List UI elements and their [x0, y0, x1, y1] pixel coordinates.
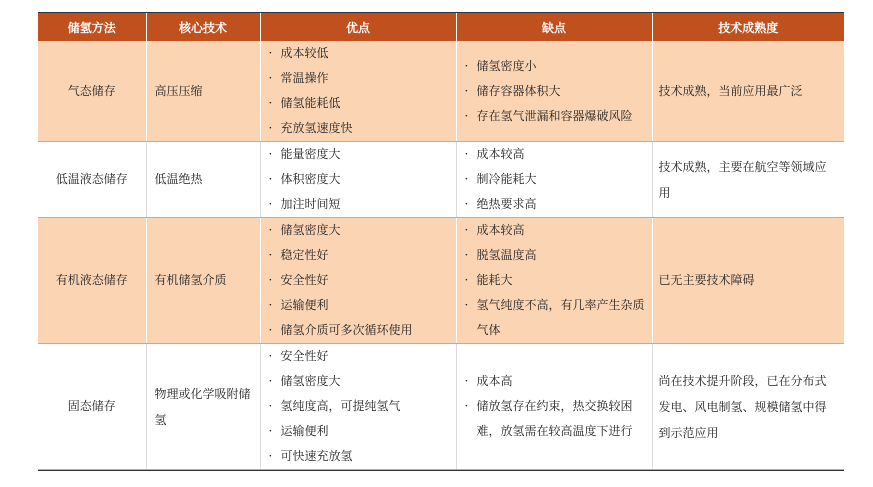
- pro-item: · 运输便利: [267, 293, 450, 318]
- pro-item: · 充放氢速度快: [267, 116, 450, 141]
- pro-item: · 储氢能耗低: [267, 91, 450, 116]
- table-row: [38, 218, 844, 344]
- pro-item: · 加注时间短: [267, 192, 450, 217]
- pro-item: · 能量密度大: [267, 142, 450, 167]
- cell-method: 固态储存: [38, 344, 146, 470]
- cell-pros: [260, 142, 456, 218]
- con-item: · 储放氢存在约束，热交换较困难，放氢需在较高温度下进行: [463, 394, 646, 444]
- pro-item: · 可快速充放氢: [267, 444, 450, 469]
- con-item: · 能耗大: [463, 268, 646, 293]
- con-item: · 制冷能耗大: [463, 167, 646, 192]
- cell-cons: [456, 142, 652, 218]
- header-core-tech: 核心技术: [146, 13, 260, 41]
- con-item: · 绝热要求高: [463, 192, 646, 217]
- cell-cons: [456, 344, 652, 470]
- cell-pros: [260, 218, 456, 344]
- pro-item: · 体积密度大: [267, 167, 450, 192]
- pro-item: · 运输便利: [267, 419, 450, 444]
- cell-cons: [456, 218, 652, 344]
- cell-maturity: 技术成熟，主要在航空等领域应用: [652, 142, 844, 218]
- cell-pros: [260, 344, 456, 470]
- con-item: · 脱氢温度高: [463, 243, 646, 268]
- con-item: · 储存容器体积大: [463, 79, 646, 104]
- pro-item: · 安全性好: [267, 344, 450, 369]
- cell-maturity: 尚在技术提升阶段，已在分布式发电、风电制氢、规模储氢中得到示范应用: [652, 344, 844, 470]
- cell-maturity: 技术成熟，当前应用最广泛: [652, 41, 844, 142]
- pro-item: · 成本较低: [267, 41, 450, 66]
- pro-item: · 储氢密度大: [267, 369, 450, 394]
- header-method: 储氢方法: [38, 13, 146, 41]
- header-pros: 优点: [260, 13, 456, 41]
- cell-method: 气态储存: [38, 41, 146, 142]
- hydrogen-storage-table-wrap: [38, 12, 844, 471]
- cell-method: 有机液态储存: [38, 218, 146, 344]
- cell-core-tech: 有机储氢介质: [146, 218, 260, 344]
- header-maturity: 技术成熟度: [652, 13, 844, 41]
- cell-core-tech: 物理或化学吸附储氢: [146, 344, 260, 470]
- con-item: · 成本较高: [463, 142, 646, 167]
- con-item: · 储氢密度小: [463, 54, 646, 79]
- pro-item: · 氢纯度高，可提纯氢气: [267, 394, 450, 419]
- con-item: · 成本高: [463, 369, 646, 394]
- pro-item: · 储氢密度大: [267, 218, 450, 243]
- pro-item: · 常温操作: [267, 66, 450, 91]
- table-row: [38, 344, 844, 470]
- cell-core-tech: 低温绝热: [146, 142, 260, 218]
- cell-method: 低温液态储存: [38, 142, 146, 218]
- table-row: [38, 142, 844, 218]
- pro-item: · 储氢介质可多次循环使用: [267, 318, 450, 343]
- table-bottom-rule: [38, 470, 844, 471]
- con-item: · 成本较高: [463, 218, 646, 243]
- hydrogen-storage-table: [38, 13, 844, 470]
- header-cons: 缺点: [456, 13, 652, 41]
- cell-cons: [456, 41, 652, 142]
- con-item: · 氢气纯度不高，有几率产生杂质气体: [463, 293, 646, 343]
- cell-core-tech: 高压压缩: [146, 41, 260, 142]
- pro-item: · 稳定性好: [267, 243, 450, 268]
- table-row: [38, 41, 844, 142]
- con-item: · 存在氢气泄漏和容器爆破风险: [463, 104, 646, 129]
- cell-maturity: 已无主要技术障碍: [652, 218, 844, 344]
- pro-item: · 安全性好: [267, 268, 450, 293]
- table-header-row: [38, 13, 844, 41]
- cell-pros: [260, 41, 456, 142]
